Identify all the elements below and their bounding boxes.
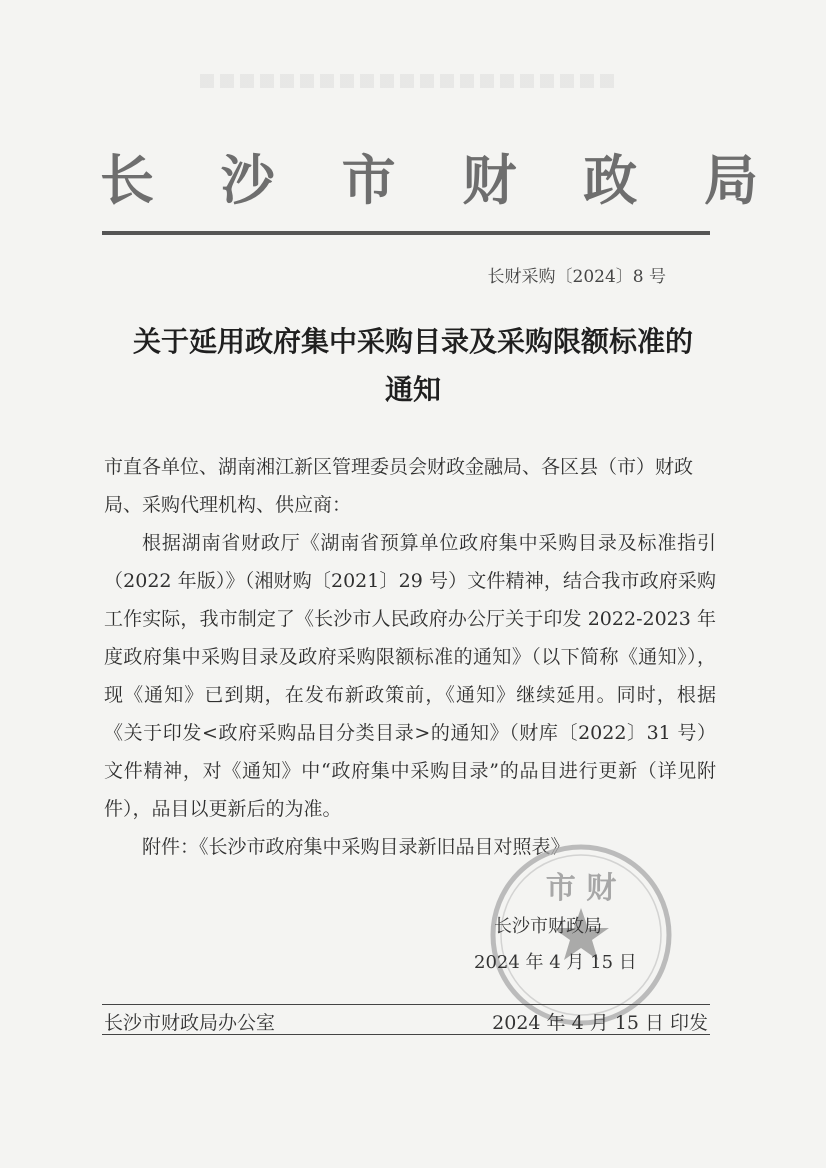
signature-date: 2024 年 4 月 15 日 (474, 952, 637, 973)
footer-office: 长沙市财政局办公室 (104, 1012, 276, 1034)
document-number: 长财采购〔2024〕8 号 (487, 267, 666, 287)
main-paragraph: 根据湖南省财政厅《湖南省预算单位政府集中采购目录及标准指引（2022 年版）》（湘财购〔2021〕29 号）文件精神，结合我市政府采购工作实际，我市制定了《长沙市人民政府办公厅关于印发 2022-2023 年度政府集中采购目录及政府采购限额标准的通知》（以下简称《通知》），现《通知》已到期，在发布新政策前，《通知》继续延用。同时，根据《关于印发<政府采购品目分类目录>的通知》（财库〔2022〕31 号）文件精神，对《通知》中“政府集中采购目录”的品目进行更新（详见附件），品目以更新后的为准。 (104, 532, 716, 820)
svg-text:市 财: 市 财 (545, 871, 617, 906)
footer-rule-top (102, 1004, 710, 1005)
footer-rule-bottom (102, 1034, 710, 1035)
agency-header: 长 沙 市 财 政 局 (100, 148, 782, 212)
addressee: 市直各单位、湖南湘江新区管理委员会财政金融局、各区县（市）财政局、采购代理机构、供应商： (104, 456, 694, 516)
bleed-through-mark (200, 74, 620, 88)
attachment-line: 附件：《长沙市政府集中采购目录新旧品目对照表》 (142, 836, 570, 858)
title-line-2: 通知 (384, 373, 441, 406)
document-body (104, 448, 716, 866)
document-title (80, 318, 746, 414)
title-line-1: 关于延用政府集中采购目录及采购限额标准的 (132, 325, 693, 358)
signature-issuer: 长沙市财政局 (494, 916, 602, 937)
header-rule (102, 231, 710, 235)
footer-print-date: 2024 年 4 月 15 日 印发 (492, 1012, 708, 1034)
